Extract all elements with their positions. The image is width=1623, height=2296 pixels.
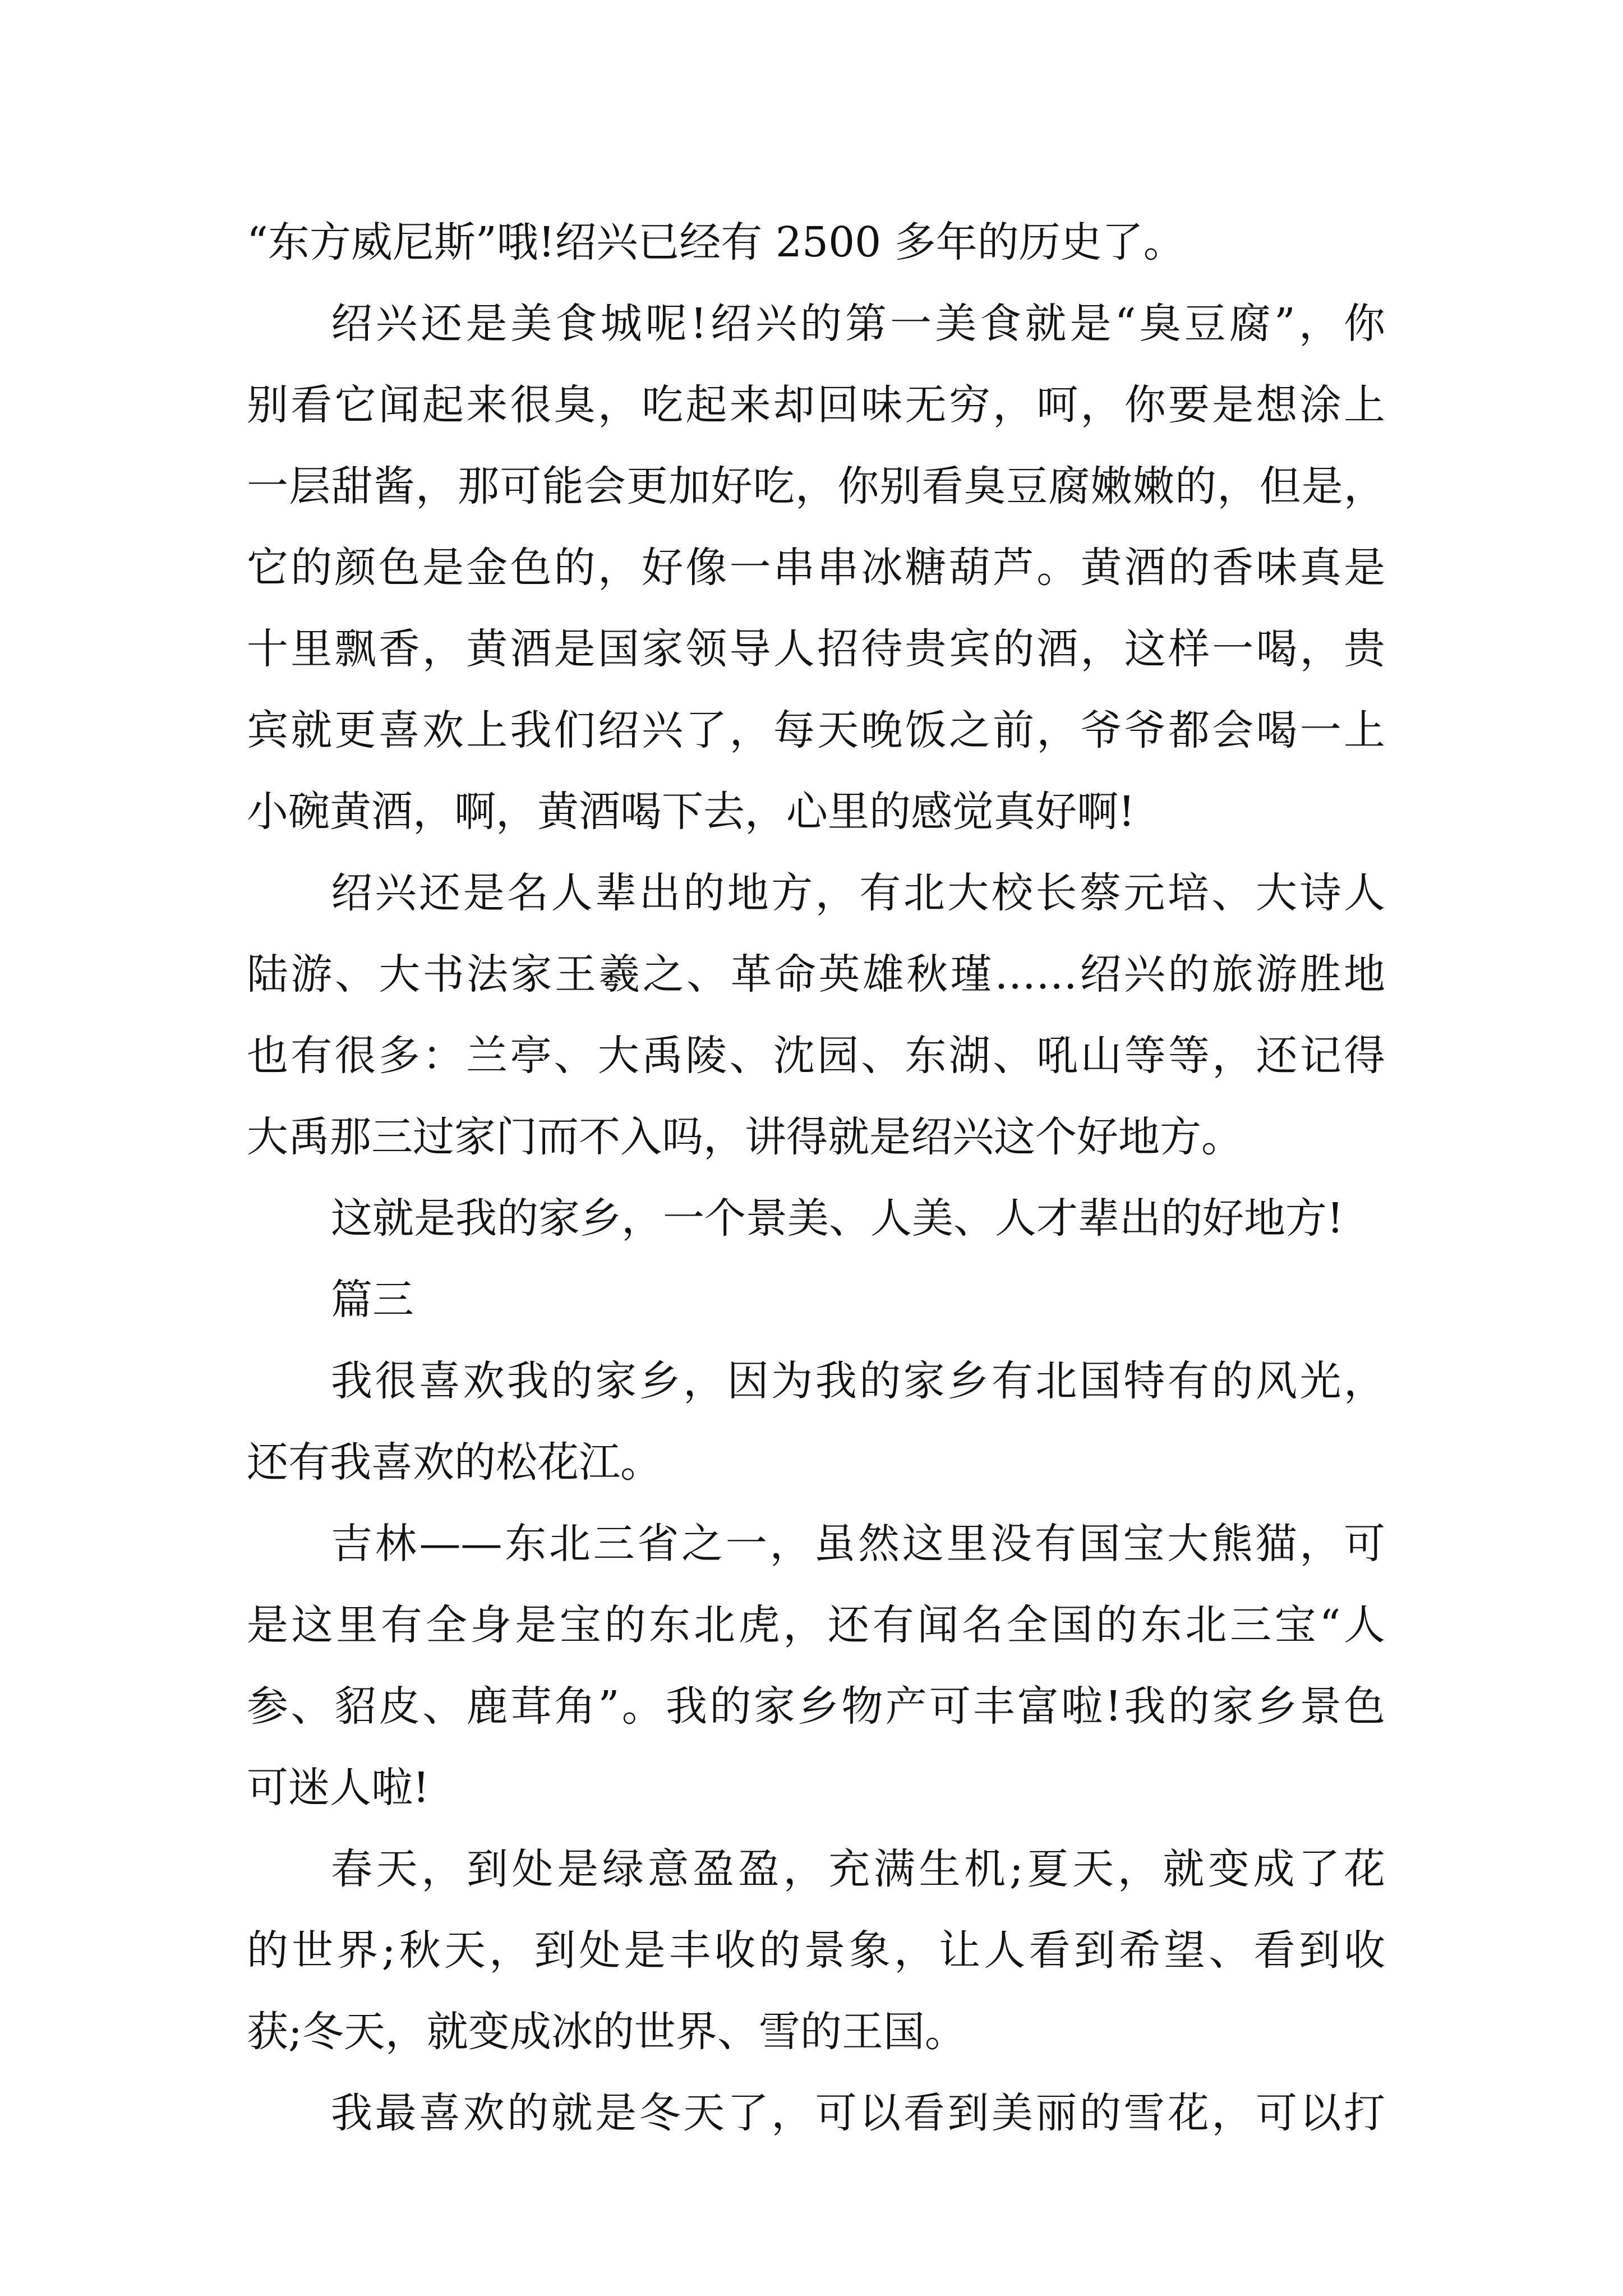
document-body	[247, 202, 1385, 2154]
paragraph-start-line: 这就是我的家乡，一个景美、人美、人才辈出的好地方!	[331, 1194, 1344, 1243]
text-line: 的世界;秋天，到处是丰收的景象，让人看到希望、看到收	[247, 1926, 1385, 1975]
text-line: 它的颜色是金色的，好像一串串冰糖葫芦。黄酒的香味真是	[247, 544, 1385, 592]
paragraph-start-line: 绍兴还是美食城呢!绍兴的第一美食就是“臭豆腐”，你	[331, 300, 1385, 348]
text-line: “东方威尼斯”哦!绍兴已经有 2500 多年的历史了。	[247, 218, 1185, 266]
text-line: 十里飘香，黄酒是国家领导人招待贵宾的酒，这样一喝，贵	[247, 625, 1385, 673]
text-line: 获;冬天，就变成冰的世界、雪的王国。	[247, 2008, 966, 2056]
text-line: 小碗黄酒，啊，黄酒喝下去，心里的感觉真好啊!	[247, 788, 1135, 836]
paragraph-start-line: 我很喜欢我的家乡，因为我的家乡有北国特有的风光，	[331, 1357, 1385, 1405]
text-line: 是这里有全身是宝的东北虎，还有闻名全国的东北三宝“人	[247, 1601, 1385, 1649]
paragraph-start-line: 绍兴还是名人辈出的地方，有北大校长蔡元培、大诗人	[331, 869, 1385, 917]
text-line: 别看它闻起来很臭，吃起来却回味无穷，呵，你要是想涂上	[247, 381, 1385, 429]
section-heading: 篇三	[331, 1276, 414, 1324]
paragraph-start-line: 春天，到处是绿意盈盈，充满生机;夏天，就变成了花	[331, 1845, 1385, 1893]
text-line: 还有我喜欢的松花江。	[247, 1438, 662, 1487]
paragraph-start-line: 吉林——东北三省之一，虽然这里没有国宝大熊猫，可	[331, 1520, 1385, 1568]
text-line: 参、貂皮、鹿茸角”。我的家乡物产可丰富啦!我的家乡景色	[247, 1682, 1385, 1731]
text-line: 大禹那三过家门而不入吗，讲得就是绍兴这个好地方。	[247, 1113, 1243, 1161]
text-line: 也有很多：兰亭、大禹陵、沈园、东湖、吼山等等，还记得	[247, 1032, 1385, 1080]
paragraph-start-line: 我最喜欢的就是冬天了，可以看到美丽的雪花，可以打	[331, 2089, 1385, 2137]
text-line: 宾就更喜欢上我们绍兴了，每天晚饭之前，爷爷都会喝一上	[247, 706, 1385, 754]
text-line: 可迷人啦!	[247, 1764, 430, 1812]
text-line: 陆游、大书法家王羲之、革命英雄秋瑾……绍兴的旅游胜地	[247, 950, 1385, 999]
text-line: 一层甜酱，那可能会更加好吃，你别看臭豆腐嫩嫩的，但是，	[247, 462, 1385, 510]
